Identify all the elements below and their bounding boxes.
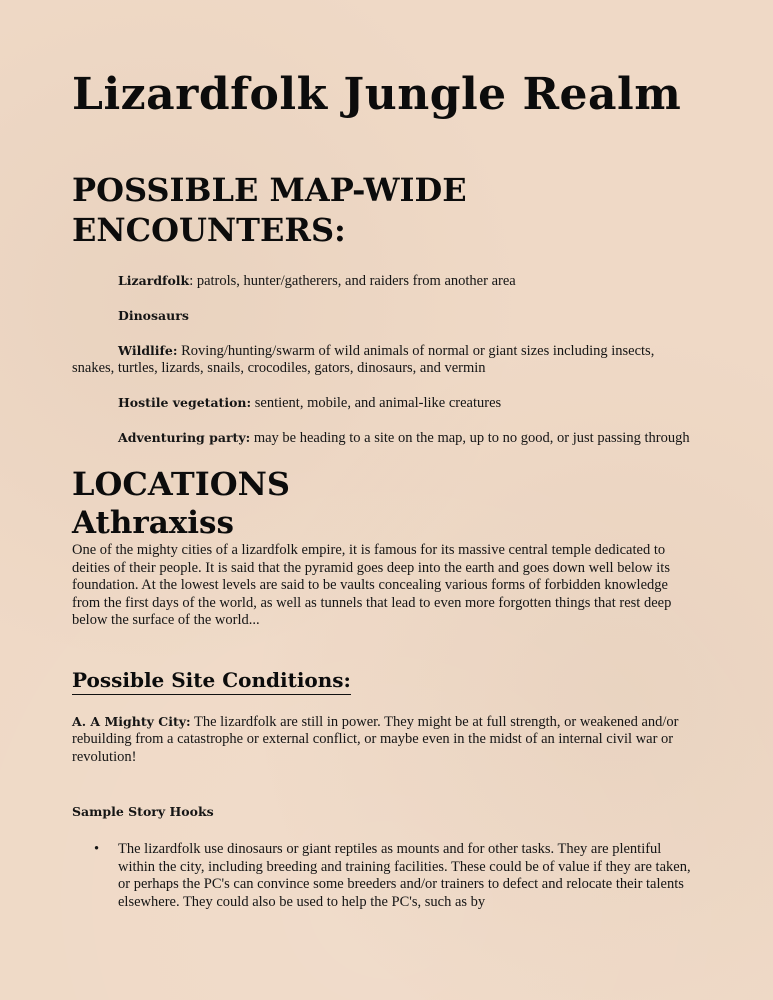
site-condition [72,713,697,767]
condition-text: The lizardfolk are still in power. They might be at full strength, or weakened and/or rebuilding from a catastrophe or external conflict, or maybe even in the midst of an internal civil war or revolution! [72,713,679,765]
encounter-label: Wildlife: [118,343,178,358]
encounter-label: Adventuring party: [118,430,251,445]
site-name-heading: Athraxiss [72,505,234,541]
encounter-text: Roving/hunting/swarm of wild animals of normal or giant sizes including insects, snakes, turtles, lizards, snails, crocodiles, gators, dinosaurs, and vermin [72,343,655,376]
bullet-icon: • [94,841,100,857]
document-page [72,66,697,911]
locations-heading: LOCATIONS [72,465,290,503]
encounter-entry [72,342,697,377]
encounter-entry [72,394,697,412]
story-hooks-heading: Sample Story Hooks [72,804,214,819]
site-description: One of the mighty cities of a lizardfolk empire, it is famous for its massive central temple dedicated to deities of their people. It is said that the pyramid goes deep into the earth and goes down well below its foundation. At the lowest levels are said to be vaults concealing various forms of forbidden knowledge from the first days of the world, as well as tunnels that lead to even more forgotten things that rest deep below the surface of the world... [72,542,672,628]
story-hooks-list [72,841,697,911]
site-conditions-heading: Possible Site Conditions: [72,668,351,695]
encounters-heading: POSSIBLE MAP-WIDE ENCOUNTERS: [72,171,467,249]
encounters-list [72,272,697,447]
encounter-label: Hostile vegetation: [118,395,252,410]
page-title: Lizardfolk Jungle Realm [72,69,682,120]
list-item [72,841,697,911]
encounter-label: Dinosaurs [118,308,189,323]
encounter-text: : patrols, hunter/gatherers, and raiders from another area [189,273,516,289]
encounter-entry [72,272,697,290]
encounter-entry [72,429,697,447]
encounter-label: Lizardfolk [118,273,190,288]
encounter-text: sentient, mobile, and animal-like creatures [251,395,502,411]
condition-label: A. A Mighty City: [72,713,191,729]
hook-text: The lizardfolk use dinosaurs or giant reptiles as mounts and for other tasks. They are plentiful within the city, including breeding and training facilities. These could be of value if they are taken, or perhaps the PC's can convince some breeders and/or trainers to defect and relocate their talents elsewhere. They could also be used to help the PC's, such as by [118,841,691,910]
encounter-text: may be heading to a site on the map, up to no good, or just passing through [250,430,690,446]
encounter-entry [72,307,697,325]
